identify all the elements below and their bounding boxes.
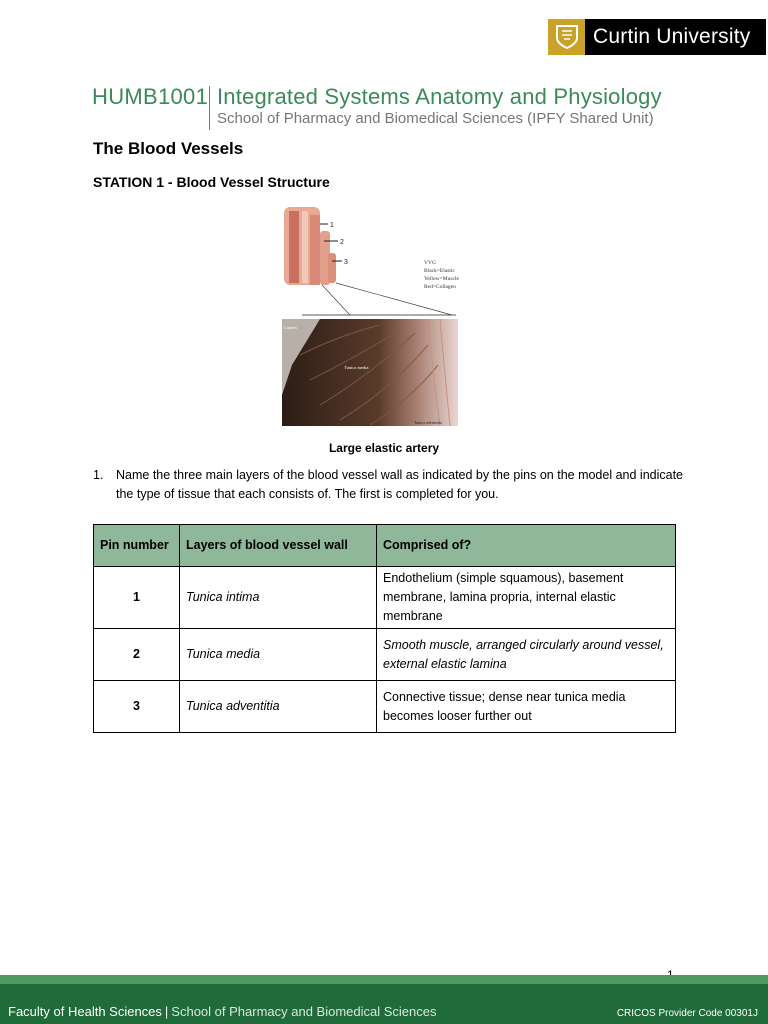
- stain-legend-line-3: Yellow=Muscle: [424, 276, 459, 282]
- curtin-logo: [548, 19, 766, 55]
- vessel-layers-table: [93, 524, 676, 733]
- unit-code: HUMB1001: [92, 84, 209, 109]
- artery-figure: [280, 205, 472, 427]
- unit-school: School of Pharmacy and Biomedical Sciences (IPFY Shared Unit): [217, 110, 654, 127]
- footer-faculty-line: [8, 1004, 437, 1019]
- header-layers: Layers of blood vessel wall: [180, 525, 377, 567]
- crest-icon: [548, 19, 585, 55]
- layer-cell: Tunica intima: [180, 567, 377, 629]
- question-text: Name the three main layers of the blood vessel wall as indicated by the pins on the model and indicate the type of tissue that each consists of. The first is completed for you.: [116, 468, 683, 501]
- unit-title: Integrated Systems Anatomy and Physiology: [217, 84, 662, 109]
- micro-label-lumen: Lumen: [284, 325, 297, 330]
- pin-cell: 3: [94, 681, 180, 733]
- micro-label-media: Tunica media: [344, 365, 369, 370]
- comprised-cell: Smooth muscle, arranged circularly around vessel, external elastic lamina: [377, 629, 676, 681]
- table-row: [94, 681, 676, 733]
- pin-cell: 1: [94, 567, 180, 629]
- question-1: [93, 466, 683, 504]
- pin-cell: 2: [94, 629, 180, 681]
- layer-cell: Tunica media: [180, 629, 377, 681]
- station-title: STATION 1 - Blood Vessel Structure: [93, 174, 330, 190]
- table-row: [94, 567, 676, 629]
- unit-divider: [209, 86, 210, 130]
- footer-separator: |: [164, 1004, 169, 1019]
- comprised-cell: Endothelium (simple squamous), basement membrane, lamina propria, internal elastic membrane: [377, 567, 676, 629]
- footer-bar: [0, 984, 768, 1024]
- header-comprised: Comprised of?: [377, 525, 676, 567]
- pin-label-2: 2: [340, 239, 344, 246]
- stain-legend-line-4: Red=Collagen: [424, 284, 456, 290]
- table-row: [94, 629, 676, 681]
- logo-text: Curtin University: [585, 19, 766, 55]
- footer-faculty: Faculty of Health Sciences: [8, 1004, 162, 1019]
- table-header-row: [94, 525, 676, 567]
- question-number: 1.: [93, 468, 104, 482]
- layer-cell: Tunica adventitia: [180, 681, 377, 733]
- figure-caption: Large elastic artery: [328, 441, 440, 455]
- micro-label-adventitia: Tunica adventitia: [414, 420, 442, 425]
- stain-legend-line-1: VVG: [424, 260, 436, 266]
- comprised-cell: Connective tissue; dense near tunica media becomes looser further out: [377, 681, 676, 733]
- footer-school: School of Pharmacy and Biomedical Sciences: [171, 1004, 437, 1019]
- document-title: The Blood Vessels: [93, 139, 244, 158]
- artery-illustration: [280, 205, 472, 427]
- pin-label-1: 1: [330, 222, 334, 229]
- footer-stripe: [0, 975, 768, 984]
- footer-cricos: CRICOS Provider Code 00301J: [616, 1008, 758, 1019]
- pin-label-3: 3: [344, 259, 348, 266]
- header-pin-number: Pin number: [94, 525, 180, 567]
- stain-legend-line-2: Black=Elastic: [424, 268, 455, 274]
